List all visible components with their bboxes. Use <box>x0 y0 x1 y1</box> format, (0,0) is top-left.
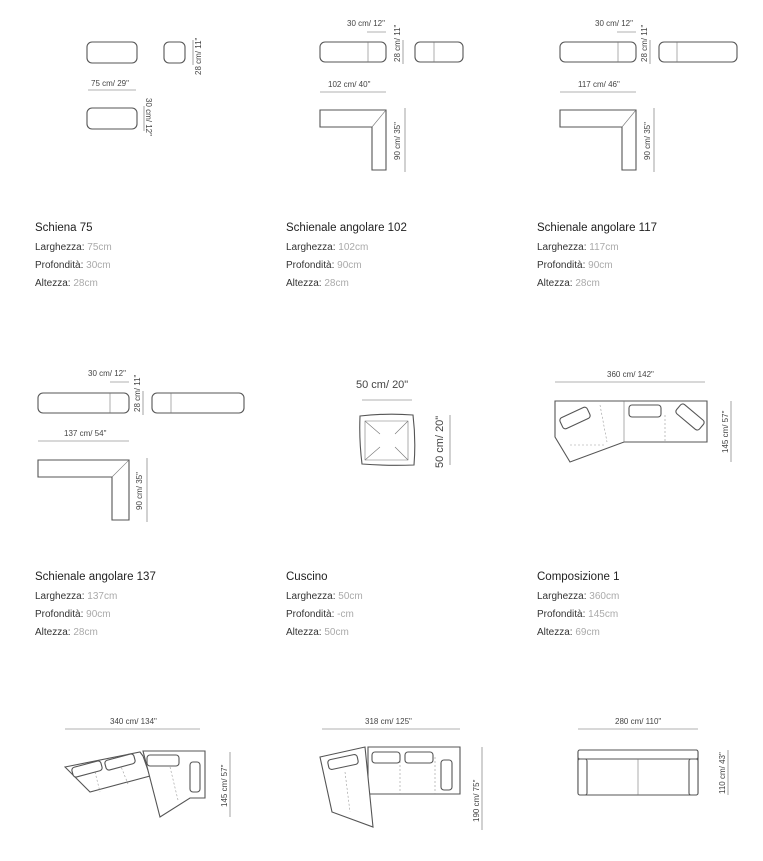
dim-width: 340 cm/ 134" <box>110 717 157 726</box>
product-title: Schienale angolare 102 <box>286 222 407 234</box>
dim-segment: 30 cm/ 12" <box>88 369 126 378</box>
dim-width: 318 cm/ 125" <box>365 717 412 726</box>
spec-depth: Profondità: 145cm <box>537 609 619 620</box>
drawing-composition-340 <box>50 712 250 827</box>
spec-depth: Profondità: 90cm <box>537 260 613 271</box>
drawing-cuscino <box>340 370 470 480</box>
spec-height: Altezza: 28cm <box>286 278 349 289</box>
dim-width: 75 cm/ 29" <box>91 79 129 88</box>
drawing-schiena-75 <box>60 20 240 160</box>
drawing-composition-280 <box>560 712 760 812</box>
spec-height: Altezza: 50cm <box>286 627 349 638</box>
spec-depth: Profondità: 30cm <box>35 260 111 271</box>
drawing-composizione-1 <box>545 365 755 475</box>
dim-segment: 30 cm/ 12" <box>347 19 385 28</box>
product-title: Composizione 1 <box>537 571 620 583</box>
spec-depth: Profondità: 90cm <box>286 260 362 271</box>
spec-width: Larghezza: 360cm <box>537 591 620 602</box>
spec-width: Larghezza: 137cm <box>35 591 118 602</box>
dim-height: 28 cm/ 11" <box>640 24 649 62</box>
spec-width: Larghezza: 50cm <box>286 591 363 602</box>
dim-width: 280 cm/ 110" <box>615 717 662 726</box>
dim-depth: 190 cm/ 75" <box>472 779 481 822</box>
spec-depth: Profondità: -cm <box>286 609 354 620</box>
dim-height: 28 cm/ 11" <box>393 24 402 62</box>
dim-height: 50 cm/ 20" <box>434 415 446 468</box>
dim-width: 102 cm/ 40" <box>328 80 371 89</box>
dim-height: 28 cm/ 11" <box>133 374 142 412</box>
spec-width: Larghezza: 75cm <box>35 242 112 253</box>
dim-width: 360 cm/ 142" <box>607 370 654 379</box>
dim-depth: 30 cm/ 12" <box>144 98 153 136</box>
dim-depth: 110 cm/ 43" <box>718 752 727 794</box>
spec-width: Larghezza: 102cm <box>286 242 369 253</box>
dim-depth: 90 cm/ 35" <box>393 122 402 160</box>
dim-depth: 145 cm/ 57" <box>220 764 229 807</box>
dim-width: 117 cm/ 46" <box>578 80 620 89</box>
drawing-schienale-102 <box>300 10 470 180</box>
product-title: Schienale angolare 117 <box>537 222 657 234</box>
dim-segment: 30 cm/ 12" <box>595 19 633 28</box>
dim-height: 28 cm/ 11" <box>194 37 203 75</box>
spec-width: Larghezza: 117cm <box>537 242 619 253</box>
spec-height: Altezza: 69cm <box>537 627 600 638</box>
dim-depth: 90 cm/ 35" <box>643 122 652 160</box>
dim-depth: 145 cm/ 57" <box>721 410 730 453</box>
dim-depth: 90 cm/ 35" <box>135 472 144 510</box>
product-title: Schienale angolare 137 <box>35 571 156 583</box>
drawing-schienale-117 <box>550 10 750 180</box>
drawing-composition-318 <box>310 712 510 837</box>
dim-width: 137 cm/ 54" <box>64 429 107 438</box>
spec-height: Altezza: 28cm <box>537 278 600 289</box>
drawing-schienale-137 <box>30 360 260 530</box>
dim-width: 50 cm/ 20" <box>356 379 409 391</box>
spec-height: Altezza: 28cm <box>35 278 98 289</box>
product-title: Schiena 75 <box>35 222 93 234</box>
spec-depth: Profondità: 90cm <box>35 609 111 620</box>
product-title: Cuscino <box>286 571 328 583</box>
spec-height: Altezza: 28cm <box>35 627 98 638</box>
